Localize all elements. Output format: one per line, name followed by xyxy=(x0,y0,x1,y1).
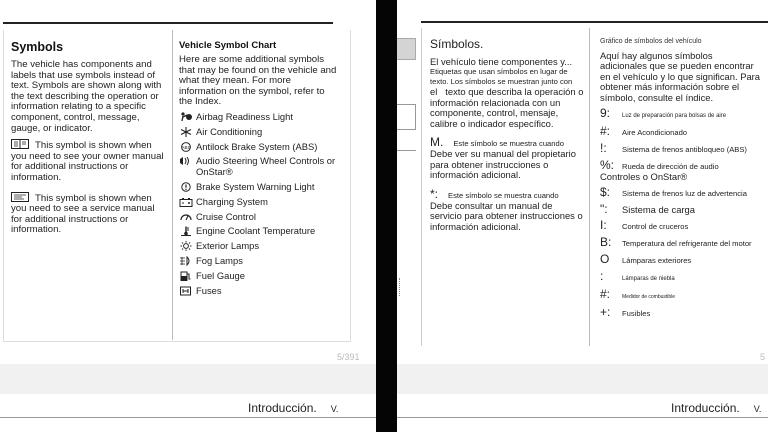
symbol-row: I: Control de cruceros xyxy=(600,218,689,233)
grafico-de-simbolos xyxy=(600,38,760,323)
service-manual-note: *: Este símbolo se muestra cuando Debe consultar un manual de servicio para obtener instrucciones o información adicional. xyxy=(430,186,583,232)
owner-manual-icon xyxy=(11,139,29,149)
footer-band xyxy=(397,364,768,394)
column-divider xyxy=(172,30,173,340)
page-edge-rule xyxy=(397,150,416,151)
symbol-row: Exterior Lamps xyxy=(179,241,339,252)
symbol-list xyxy=(600,107,760,319)
coolant-temperature-icon xyxy=(179,226,193,236)
page-footer xyxy=(671,401,761,415)
symbol-row: : Lámparas de niebla xyxy=(600,269,675,284)
page-frame-left xyxy=(421,28,422,346)
symbol-row: $: Sistema de frenos luz de advertencia xyxy=(600,185,747,200)
symbol-row: Air Conditioning xyxy=(179,127,339,138)
exterior-lamps-icon xyxy=(179,241,193,251)
intro-paragraph: El vehículo tiene componentes y... Etiquetas que usan símbolos en lugar de texto. Los símbolos se muestran junto con el texto que describa la operación o información relacionada con un componente, control, mensaje, calibre o indicador específico. xyxy=(430,56,584,129)
symbol-row: Controles o OnStar® xyxy=(600,171,688,183)
page-edge-box xyxy=(397,104,416,130)
abs-icon xyxy=(179,142,193,152)
footer-section: Introducción. xyxy=(248,401,317,415)
symbol-row: %: Rueda de dirección de audio xyxy=(600,158,719,173)
page-footer xyxy=(248,401,338,415)
symbol-row: Fog Lamps xyxy=(179,256,339,267)
symbols-intro-column xyxy=(11,40,167,236)
brake-warning-icon xyxy=(179,182,193,192)
english-page xyxy=(0,0,376,432)
spanish-page xyxy=(397,0,768,432)
chart-title: Gráfico de símbolos del vehículo xyxy=(600,38,702,45)
page-number: 5/391 xyxy=(337,352,360,362)
symbol-row: Charging System xyxy=(179,197,339,208)
symbol-row: Audio Steering Wheel Controls or OnStar® xyxy=(179,156,339,178)
chart-title: Vehicle Symbol Chart xyxy=(179,40,277,51)
footer-rule xyxy=(397,417,768,418)
symbol-row: 9: Luz de preparación para bolsas de aire xyxy=(600,106,727,121)
symbol-row: Fuel Gauge xyxy=(179,271,339,282)
top-rule xyxy=(421,21,768,23)
vehicle-symbol-chart xyxy=(179,40,339,300)
airbag-icon xyxy=(179,112,193,122)
symbol-row: B: Temperatura del refrigerante del motor xyxy=(600,235,752,250)
fuses-icon xyxy=(179,286,193,296)
symbol-row: Brake System Warning Light xyxy=(179,182,339,193)
symbol-row: Fuses xyxy=(179,286,339,297)
battery-icon xyxy=(179,197,193,207)
page-gutter xyxy=(376,0,397,432)
symbol-row: !: Sistema de frenos antibloqueo (ABS) xyxy=(600,141,747,156)
symbol-row: O Lámparas exteriores xyxy=(600,252,692,267)
symbol-row: +: Fusibles xyxy=(600,305,651,320)
owner-manual-text: This symbol is shown when you need to see your owner manual for additional instructions or information. xyxy=(11,140,164,183)
service-manual-text: This symbol is shown when you need to see a service manual for additional instructions or information. xyxy=(11,192,155,236)
owner-manual-glyph: M. xyxy=(430,135,444,150)
svg-text:ABS: ABS xyxy=(181,144,191,150)
symbol-row: Engine Coolant Temperature xyxy=(179,226,339,237)
page-number: 5 xyxy=(760,352,766,362)
owner-manual-note: M. Este símbolo se muestra cuando Debe ver su manual del propietario para obtener instrucciones o información adicional. xyxy=(430,135,576,181)
page-edge-mark xyxy=(399,278,405,296)
section-title: Symbols xyxy=(11,40,64,54)
top-rule xyxy=(3,22,333,24)
cruise-control-icon xyxy=(179,212,193,222)
symbol-row: #: Medidor de combustible xyxy=(600,287,676,302)
service-manual-note xyxy=(11,192,167,236)
symbol-list xyxy=(179,112,339,296)
air-conditioning-icon xyxy=(179,127,193,137)
symbol-row: Airbag Readiness Light xyxy=(179,112,339,123)
page-edge-tab xyxy=(397,38,416,60)
chart-intro: Aquí hay algunos símbolos adicionales que se pueden encontrar en el vehículo y lo que significan. Para obtener más información sobre el símbolo, consulte el índice. xyxy=(600,50,760,103)
section-title: Símbolos. xyxy=(430,37,484,51)
fuel-gauge-icon xyxy=(179,271,193,281)
audio-steering-icon xyxy=(179,156,193,166)
footer-rule xyxy=(0,417,376,418)
service-manual-glyph: *: xyxy=(430,186,439,201)
symbol-row: Cruise Control xyxy=(179,212,339,223)
simbolos-intro-column xyxy=(430,37,585,240)
footer-band xyxy=(0,364,376,394)
footer-section: Introducción. xyxy=(671,401,740,415)
owner-manual-note xyxy=(11,139,167,183)
footer-page: V. xyxy=(330,404,339,414)
symbol-row: ABS Antilock Brake System (ABS) xyxy=(179,142,339,153)
service-manual-icon xyxy=(11,192,29,202)
column-divider xyxy=(589,28,590,346)
chart-intro: Here are some additional symbols that may be found on the vehicle and what they mean. For more information on the symbol, refer to the Index. xyxy=(179,54,337,108)
fog-lamps-icon xyxy=(179,256,193,266)
footer-page: V. xyxy=(753,404,762,414)
symbol-row: ": Sistema de carga xyxy=(600,202,695,217)
symbol-row: #: Aire Acondicionado xyxy=(600,124,688,139)
intro-paragraph: The vehicle has components and labels that use symbols instead of text. Symbols are shown along with the text describing the operation or information relating to a specific component, control, message, gauge, or indicator. xyxy=(11,59,162,134)
